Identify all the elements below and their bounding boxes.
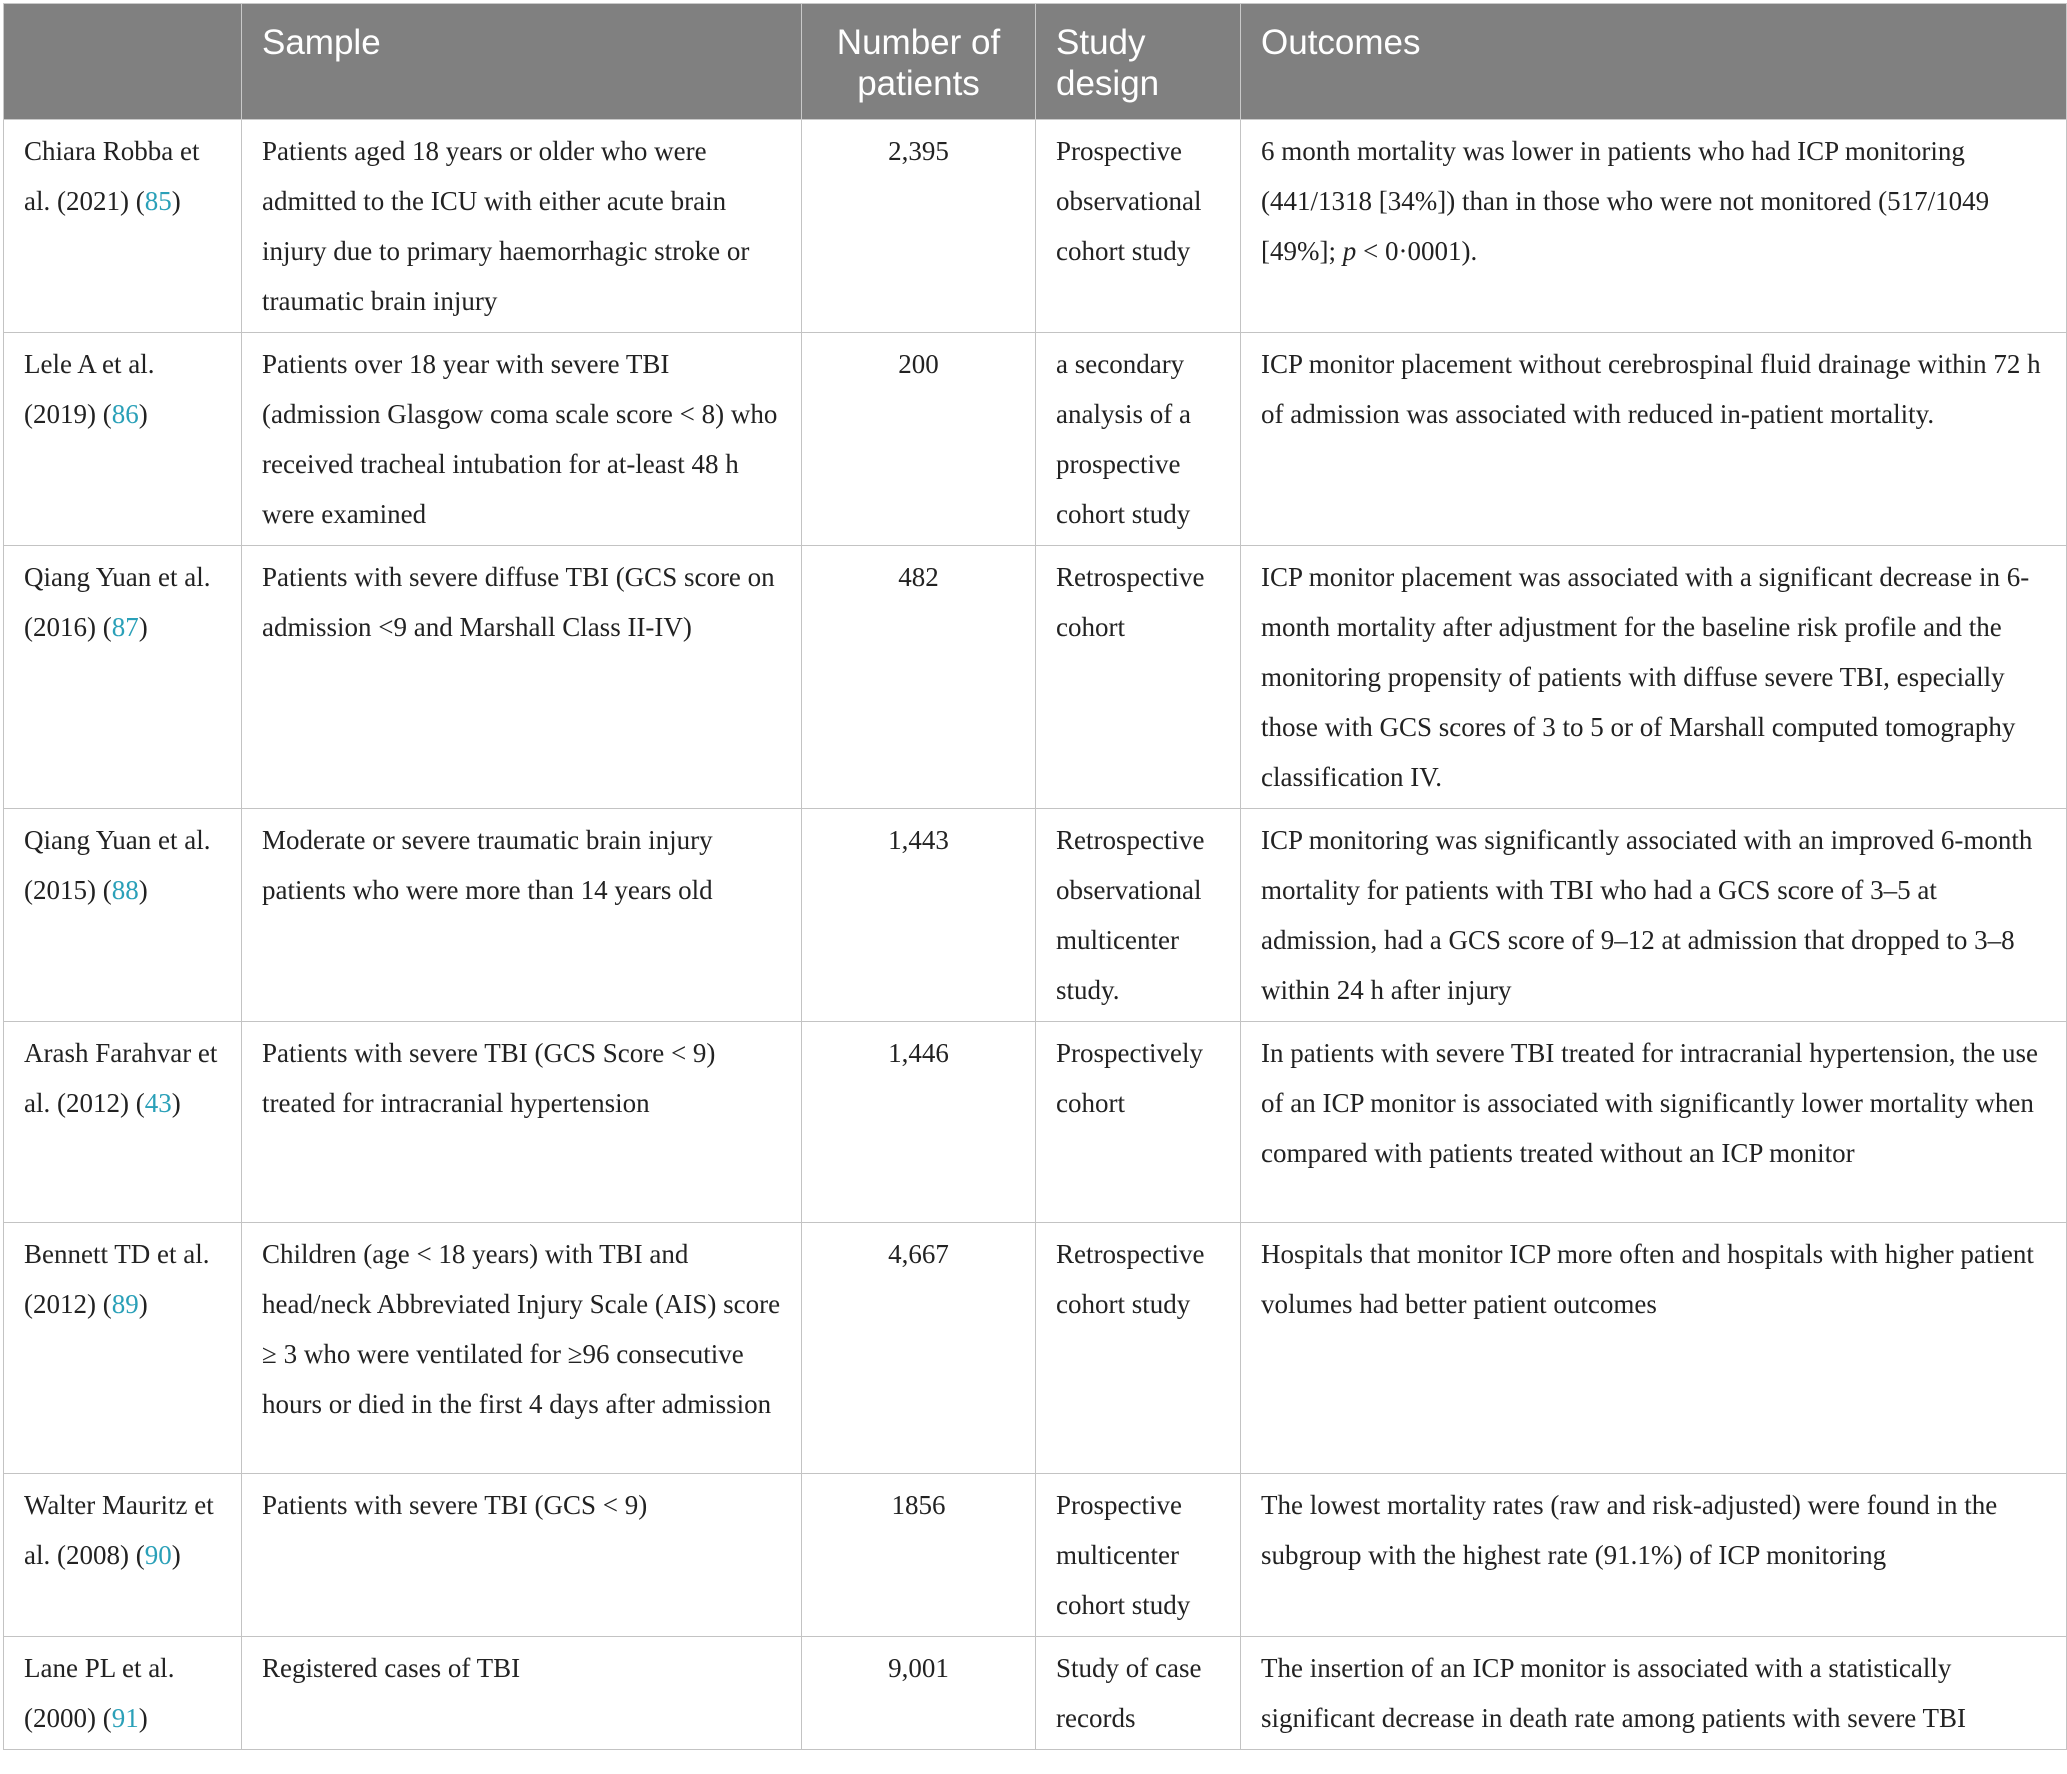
header-study-design: Study design: [1036, 4, 1241, 120]
author-text: Chiara Robba et al. (2021) (: [24, 136, 200, 216]
author-text-end: ): [171, 1088, 181, 1118]
table-row: [4, 1474, 2067, 1637]
table-row: [4, 1022, 2067, 1223]
outcomes-cell: The lowest mortality rates (raw and risk-adjusted) were found in the subgroup with the highest rate (91.1%) of ICP monitoring: [1241, 1474, 2067, 1637]
author-cell: [4, 120, 242, 333]
table-header: [4, 4, 2067, 120]
author-text-end: ): [138, 875, 148, 905]
header-outcomes: Outcomes: [1241, 4, 2067, 120]
outcomes-cell: The insertion of an ICP monitor is associated with a statistically significant decrease in death rate among patients with severe TBI: [1241, 1637, 2067, 1750]
sample-cell: Patients aged 18 years or older who were admitted to the ICU with either acute brain injury due to primary haemorrhagic stroke or traumatic brain injury: [242, 120, 802, 333]
outcomes-text: 6 month mortality was lower in patients who had ICP monitoring (441/1318 [34%]) than in those who were not monitored (517/1049 [49%];: [1261, 136, 1990, 266]
sample-cell: Moderate or severe traumatic brain injury patients who were more than 14 years old: [242, 809, 802, 1022]
outcomes-cell: [1241, 120, 2067, 333]
design-cell: Retrospective cohort study: [1036, 1223, 1241, 1474]
reference-link[interactable]: 87: [111, 612, 139, 642]
reference-link[interactable]: 86: [111, 399, 139, 429]
outcomes-text-end: < 0·0001).: [1356, 236, 1478, 266]
author-text: Qiang Yuan et al. (2016) (: [24, 562, 211, 642]
patients-cell: 4,667: [802, 1223, 1036, 1474]
patients-cell: 482: [802, 546, 1036, 809]
header-row: [4, 4, 2067, 120]
reference-link[interactable]: 90: [144, 1540, 172, 1570]
design-cell: Prospective multicenter cohort study: [1036, 1474, 1241, 1637]
author-cell: [4, 1022, 242, 1223]
sample-cell: Patients with severe diffuse TBI (GCS score on admission <9 and Marshall Class II-IV): [242, 546, 802, 809]
table-row: [4, 1223, 2067, 1474]
header-number-of-patients: Number of patients: [802, 4, 1036, 120]
author-text-end: ): [138, 399, 148, 429]
author-text: Lane PL et al. (2000) (: [24, 1653, 175, 1733]
author-text: Lele A et al. (2019) (: [24, 349, 155, 429]
author-text-end: ): [171, 1540, 181, 1570]
reference-link[interactable]: 89: [111, 1289, 139, 1319]
author-cell: [4, 333, 242, 546]
table-row: [4, 546, 2067, 809]
design-cell: Study of case records: [1036, 1637, 1241, 1750]
design-cell: Retrospective observational multicenter study.: [1036, 809, 1241, 1022]
author-text: Walter Mauritz et al. (2008) (: [24, 1490, 214, 1570]
author-text-end: ): [138, 1289, 148, 1319]
outcomes-cell: ICP monitor placement was associated with a significant decrease in 6-month mortality after adjustment for the baseline risk profile and the monitoring propensity of patients with diffuse severe TBI, especially those with GCS scores of 3 to 5 or of Marshall computed tomography classification IV.: [1241, 546, 2067, 809]
outcomes-cell: ICP monitoring was significantly associated with an improved 6-month mortality for patients with TBI who had a GCS score of 3–5 at admission, had a GCS score of 9–12 at admission that dropped to 3–8 within 24 h after injury: [1241, 809, 2067, 1022]
author-cell: [4, 1474, 242, 1637]
design-cell: Prospectively cohort: [1036, 1022, 1241, 1223]
table-row: [4, 1637, 2067, 1750]
author-text: Qiang Yuan et al. (2015) (: [24, 825, 211, 905]
author-cell: [4, 809, 242, 1022]
patients-cell: 1,443: [802, 809, 1036, 1022]
patients-cell: 1856: [802, 1474, 1036, 1637]
table-row: [4, 120, 2067, 333]
sample-cell: Patients over 18 year with severe TBI (admission Glasgow coma scale score < 8) who received tracheal intubation for at-least 48 h were examined: [242, 333, 802, 546]
reference-link[interactable]: 85: [144, 186, 172, 216]
header-sample: Sample: [242, 4, 802, 120]
patients-cell: 1,446: [802, 1022, 1036, 1223]
author-cell: [4, 546, 242, 809]
design-cell: a secondary analysis of a prospective cohort study: [1036, 333, 1241, 546]
design-cell: Prospective observational cohort study: [1036, 120, 1241, 333]
reference-link[interactable]: 43: [144, 1088, 172, 1118]
table-row: [4, 809, 2067, 1022]
sample-cell: Patients with severe TBI (GCS < 9): [242, 1474, 802, 1637]
sample-cell: Children (age < 18 years) with TBI and head/neck Abbreviated Injury Scale (AIS) score ≥ 3 who were ventilated for ≥96 consecutive hours or died in the first 4 days after admission: [242, 1223, 802, 1474]
p-value-symbol: p: [1342, 236, 1357, 266]
design-cell: Retrospective cohort: [1036, 546, 1241, 809]
table-body: [4, 120, 2067, 1750]
patients-cell: 2,395: [802, 120, 1036, 333]
author-cell: [4, 1223, 242, 1474]
reference-link[interactable]: 88: [111, 875, 139, 905]
studies-table: [3, 3, 2067, 1750]
patients-cell: 9,001: [802, 1637, 1036, 1750]
outcomes-cell: Hospitals that monitor ICP more often and hospitals with higher patient volumes had better patient outcomes: [1241, 1223, 2067, 1474]
sample-cell: Patients with severe TBI (GCS Score < 9) treated for intracranial hypertension: [242, 1022, 802, 1223]
author-text-end: ): [171, 186, 181, 216]
outcomes-cell: In patients with severe TBI treated for intracranial hypertension, the use of an ICP monitor is associated with significantly lower mortality when compared with patients treated without an ICP monitor: [1241, 1022, 2067, 1223]
author-text-end: ): [138, 1703, 148, 1733]
header-author: [4, 4, 242, 120]
author-text: Bennett TD et al. (2012) (: [24, 1239, 210, 1319]
outcomes-cell: ICP monitor placement without cerebrospinal fluid drainage within 72 h of admission was associated with reduced in-patient mortality.: [1241, 333, 2067, 546]
author-text: Arash Farahvar et al. (2012) (: [24, 1038, 218, 1118]
author-cell: [4, 1637, 242, 1750]
sample-cell: Registered cases of TBI: [242, 1637, 802, 1750]
table-row: [4, 333, 2067, 546]
reference-link[interactable]: 91: [111, 1703, 139, 1733]
patients-cell: 200: [802, 333, 1036, 546]
author-text-end: ): [138, 612, 148, 642]
